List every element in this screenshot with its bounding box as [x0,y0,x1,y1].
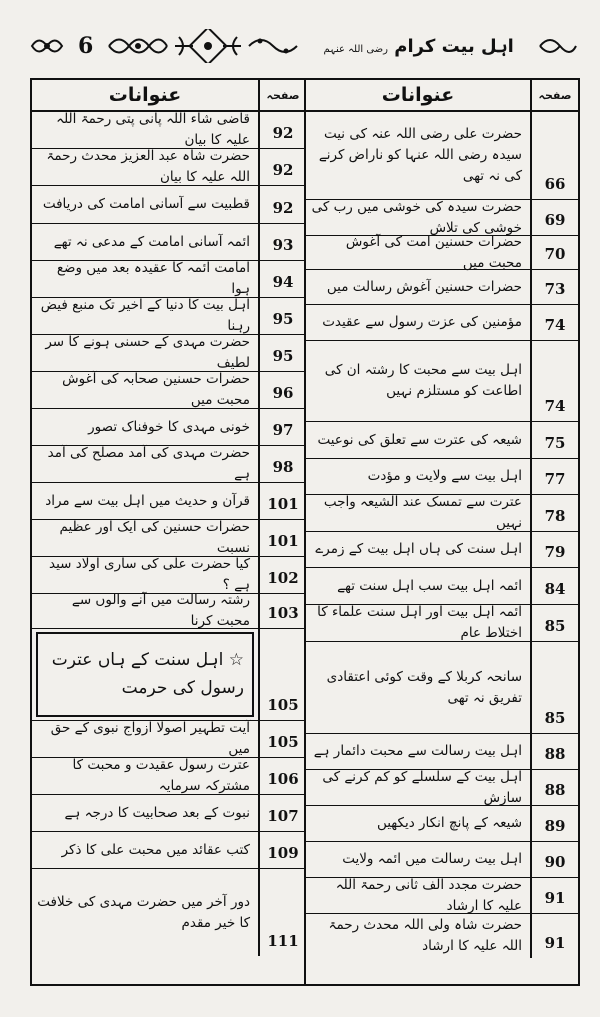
contents-row [306,770,578,806]
page-number-cell: 84 [530,568,578,604]
entry-title: شیعہ کی عترت سے تعلق کی نوعیت [317,431,522,448]
page-number-cell: 74 [530,341,578,421]
entry-title: دور آخر میں حضرت مہدی کی خلافت کا خیر مقدم [37,893,250,931]
entry-title: اہل بیت سے ولایت و مؤدت [367,468,522,485]
contents-row [32,446,306,483]
page-number-cell: 93 [258,224,306,260]
contents-row [306,532,578,568]
contents-row [306,642,578,734]
entry-title: اہل بیت رسالت سے محبت دائمار ہے [313,743,522,760]
contents-row [306,806,578,842]
entry-title: ائمہ اہل بیت اور اہل سنت علماء کا اختلاط عام [317,604,522,641]
page-number-cell: 85 [530,605,578,641]
page-number-cell: 105 [258,629,306,720]
entry-title: ائمہ اہل بیت سب اہل سنت تھے [337,577,522,594]
contents-row [306,914,578,958]
page-number-cell: 101 [258,483,306,519]
contents-row [306,734,578,770]
contents-row [306,605,578,642]
contents-table [30,78,580,986]
page-number-cell: 90 [530,842,578,877]
page-number-cell: 91 [530,914,578,958]
entry-title: کتب عقائد میں محبت علی کا ذکر [61,841,250,858]
contents-row [306,112,578,200]
entry-title: حضرت علی رضی اللہ عنہ کی نیت سیدہ رضی اللہ عنہا کو ناراض کرنے کی نہ تھی [318,126,522,184]
page-number-cell: 91 [530,878,578,913]
entry-title: حضرت شاہ ولی اللہ محدث رحمۃ اللہ علیہ کا ارشاد [328,917,522,954]
contents-row [32,832,306,869]
entry-title: قطبیت سے آسانی امامت کی دریافت [42,196,250,213]
page-number-cell: 85 [530,642,578,733]
contents-row [32,224,306,261]
page-number-cell: 74 [530,305,578,340]
page-number-cell: 92 [258,149,306,185]
floral-ornament-icon [30,33,64,59]
contents-rows-left [32,112,306,956]
contents-row [32,483,306,520]
page-number-cell: 111 [258,869,306,956]
contents-row [306,422,578,459]
entry-title: حضرات حسنین آغوش رسالت میں [326,278,522,295]
entry-title: مؤمنین کی عزت رسول سے عقیدت [322,314,522,331]
vine-ornament-icon [247,32,299,60]
entry-title: اہل بیت سے محبت کا رشتہ ان کی اطاعت کو مستلزم نہیں [324,362,522,399]
corner-ornament-icon [538,32,578,60]
entry-title: کیا حضرت علی کی ساری اولاد سید ہے ؟ [49,556,250,593]
entry-title: حضرات حسنین امت کی آغوش محبت میں [345,233,522,271]
page-number-cell: 98 [258,446,306,482]
entry-title: خونی مہدی کا خوفناک تصور [88,418,250,435]
contents-row [306,495,578,532]
entry-title: قاضی شاء اللہ پانی پتی رحمۃ اللہ علیہ کا بیان [56,111,250,148]
contents-row [32,112,306,149]
entry-title: حضرت شاہ عبد العزیز محدث رحمۃ اللہ علیہ کا بیان [46,148,250,185]
contents-row [306,305,578,341]
page-number-cell: 106 [258,758,306,794]
entry-title: رشتہ رسالت میں آنے والوں سے محبت کرنا [71,592,250,629]
page-number-cell: 66 [530,112,578,199]
entry-title: عترت رسول عقیدت و محبت کا مشترکہ سرمایہ [72,757,250,794]
entry-title: حضرات حسنین کی ایک اور عظیم نسبت [59,519,250,556]
page-number-cell: 95 [258,335,306,371]
contents-row [306,270,578,305]
contents-row [306,459,578,495]
book-title: اہل بیت کرام [394,35,514,57]
contents-row [32,557,306,594]
contents-row-highlighted [32,629,306,721]
contents-row [306,233,578,271]
column-title: عنوانات [381,84,455,106]
page-number-cell: 101 [258,520,306,556]
entry-title: شیعہ کے پانچ انکار دیکھیں [376,815,522,832]
entry-title: آیت تطہیر اصولا ازواج نبوی کے حق میں [50,720,250,757]
page-number-cell: 96 [258,372,306,408]
contents-row [306,878,578,914]
page-number: 6 [78,33,94,59]
entry-title: حضرات حسنین صحابہ کی آغوش محبت میں [62,371,250,408]
entry-title: اہل بیت کے سلسلے کو کم کرنے کی سازش [322,768,522,806]
page-number-cell: 105 [258,721,306,757]
page-number-cell: 75 [530,422,578,458]
contents-row [32,409,306,446]
contents-row [32,721,306,758]
page-column-label: صفحہ [258,80,306,110]
contents-row [306,341,578,422]
knot-ornament-icon [173,29,243,63]
entry-title: قرآن و حدیث میں اہل بیت سے مراد [45,492,250,509]
contents-row [32,372,306,409]
contents-column-left [32,80,306,984]
entry-title: نبوت کے بعد صحابیت کا درجہ ہے [64,804,250,821]
page-number-cell: 103 [258,594,306,628]
column-header [306,80,578,112]
page-number-cell: 97 [258,409,306,445]
page-number-cell: 94 [258,261,306,297]
page-number-cell: 70 [530,236,578,269]
contents-row [32,335,306,372]
title-honorific: رضی اللہ عنہم [323,43,389,55]
scroll-ornament-icon [107,31,169,61]
page-header [30,22,578,70]
left-ornament-group [30,29,299,63]
page-number-cell: 88 [530,770,578,805]
contents-row [32,261,306,298]
page-number-cell: 107 [258,795,306,831]
page-column-label: صفحہ [530,80,578,110]
entry-title: حضرت مہدی کی آمد مصلح کی آمد ہے [47,445,250,482]
contents-row [306,842,578,878]
page-number-cell: 92 [258,186,306,223]
entry-title: حضرت مجدد الف ثانی رحمۃ اللہ علیہ کا ارشاد [335,876,522,914]
contents-row [32,186,306,224]
page-number-cell: 102 [258,557,306,593]
column-title: عنوانات [108,84,182,106]
entry-title: حضرت مہدی کے حسنی ہونے کا سر لطیف [45,334,250,371]
entry-title: اہل بیت رسالت میں ائمہ ولایت [342,851,522,868]
header-title [324,36,514,57]
contents-row [32,520,306,557]
entry-title: اہل سنت کی ہاں اہل بیت کے زمرے [315,541,522,558]
contents-column-right [304,80,578,984]
entry-title: عترت سے تمسک عند الشیعہ واجب نہیں [323,494,522,531]
page-number-cell: 77 [530,459,578,494]
entry-title: امامت ائمہ کا عقیدہ بعد میں وضع ہوا [56,260,250,297]
contents-rows-right [306,112,578,958]
page-number-cell: 69 [530,200,578,235]
page-number-cell: 73 [530,270,578,304]
page-number-cell: 95 [258,298,306,334]
section-heading: ☆ اہل سنت کے ہاں عترت رسول کی حرمت [36,632,254,717]
entry-title: اہل بیت کا دنیا کے اخیر تک منبع فیض رہنا [40,297,250,334]
contents-row [32,758,306,795]
entry-title: ائمہ آسانی امامت کے مدعی نہ تھے [53,233,250,250]
contents-row [32,149,306,186]
contents-row [32,795,306,832]
entry-title: حضرت سیدہ کی خوشی میں رب کی خوشی کی تلاش [311,198,522,236]
page-number-cell: 92 [258,112,306,148]
contents-row [32,594,306,629]
contents-row [32,298,306,335]
contents-row [306,568,578,605]
column-header [32,80,306,112]
page-number-cell: 88 [530,734,578,769]
contents-row [32,869,306,956]
page-number-cell: 79 [530,532,578,567]
page-number-cell: 78 [530,495,578,531]
page-number-cell: 89 [530,806,578,841]
page-number-cell: 109 [258,832,306,868]
entry-title: سانحہ کربلا کے وقت کوئی اعتقادی تفریق نہ تھی [326,668,522,706]
